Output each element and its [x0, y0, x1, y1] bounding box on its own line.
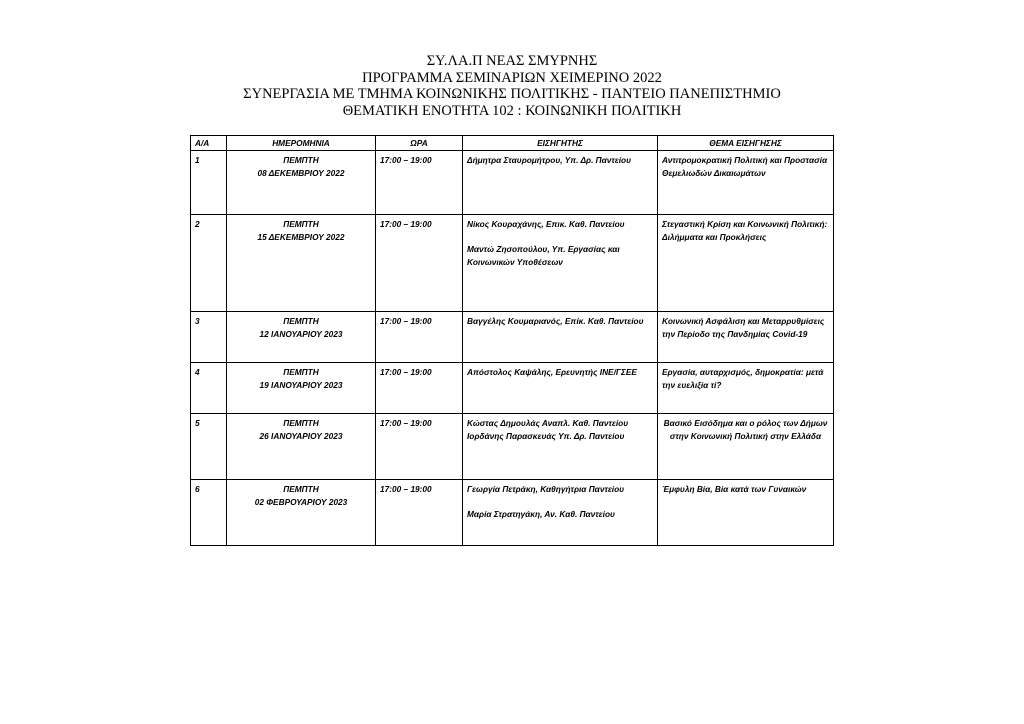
cell-time: 17:00 – 19:00: [376, 215, 463, 312]
cell-time: 17:00 – 19:00: [376, 312, 463, 363]
speaker-primary: Δήμητρα Σταυρομήτρου, Υπ. Δρ. Παντείου: [467, 155, 632, 165]
cell-date: [227, 312, 376, 363]
document-header: [190, 53, 834, 119]
cell-day: ΠΕΜΠΤΗ: [283, 367, 319, 377]
cell-time: 17:00 – 19:00: [376, 363, 463, 414]
header-program-title: ΠΡΟΓΡΑΜΜΑ ΣΕΜΙΝΑΡΙΩΝ ΧΕΙΜΕΡΙΝΟ 2022: [362, 69, 662, 86]
cell-date: [227, 363, 376, 414]
cell-speaker: [463, 414, 658, 480]
cell-topic: Εργασία, αυταρχισμός, δημοκρατία: μετά την ευελιξία τί?: [658, 363, 834, 414]
header-organization: ΣΥ.ΛΑ.Π ΝΕΑΣ ΣΜΥΡΝΗΣ: [426, 53, 598, 69]
speaker-secondary: Μαντώ Ζησοπούλου, Υπ. Εργασίας και Κοινωνικών Υποθέσεων: [467, 244, 620, 267]
cell-time: 17:00 – 19:00: [376, 151, 463, 215]
table-row: [191, 312, 834, 363]
cell-date-text: 19 ΙΑΝΟΥΑΡΙΟΥ 2023: [259, 379, 343, 390]
cell-aa: 4: [191, 363, 227, 414]
cell-date-text: 15 ΔΕΚΕΜΒΡΙΟΥ 2022: [257, 231, 345, 242]
cell-topic: Κοινωνική Ασφάλιση και Μεταρρυθμίσεις την Περίοδο της Πανδημίας Covid-19: [658, 312, 834, 363]
cell-speaker: [463, 151, 658, 215]
cell-day: ΠΕΜΠΤΗ: [283, 316, 319, 326]
cell-speaker: [463, 480, 658, 546]
speaker-primary: Νίκος Κουραχάνης, Επικ. Καθ. Παντείου: [467, 219, 625, 229]
cell-aa: 6: [191, 480, 227, 546]
speaker-primary: Γεωργία Πετράκη, Καθηγήτρια Παντείου: [467, 484, 625, 494]
table-row: [191, 480, 834, 546]
cell-topic: Στεγαστική Κρίση και Κοινωνική Πολιτική: Διλήμματα και Προκλήσεις: [658, 215, 834, 312]
seminar-schedule-table: [190, 135, 834, 546]
cell-date-text: 12 ΙΑΝΟΥΑΡΙΟΥ 2023: [259, 328, 343, 339]
cell-topic: Βασικό Εισόδημα και ο ρόλος των Δήμων στην Κοινωνική Πολιτική στην Ελλάδα: [658, 414, 834, 480]
table-row: [191, 215, 834, 312]
cell-time: 17:00 – 19:00: [376, 414, 463, 480]
cell-time: 17:00 – 19:00: [376, 480, 463, 546]
cell-aa: 5: [191, 414, 227, 480]
cell-topic: Αντιτρομοκρατική Πολιτική και Προστασία Θεμελιωδών Δικαιωμάτων: [658, 151, 834, 215]
table-header-row: [191, 136, 834, 151]
speaker-primary: Απόστολος Καψάλης, Ερευνητής ΙΝΕ/ΓΣΕΕ: [467, 367, 637, 377]
speaker-secondary: Ιορδάνης Παρασκευάς Υπ. Δρ. Παντείου: [467, 430, 625, 441]
table-row: [191, 151, 834, 215]
cell-aa: 1: [191, 151, 227, 215]
header-thematic-unit: ΘΕΜΑΤΙΚΗ ΕΝΟΤΗΤΑ 102 : ΚΟΙΝΩΝΙΚΗ ΠΟΛΙΤΙΚΗ: [342, 102, 682, 119]
cell-day: ΠΕΜΠΤΗ: [283, 418, 319, 428]
cell-speaker: [463, 215, 658, 312]
column-header-time: ΩΡΑ: [376, 136, 463, 151]
cell-date-text: 02 ΦΕΒΡΟΥΑΡΙΟΥ 2023: [254, 496, 348, 507]
table-row: [191, 363, 834, 414]
header-collaboration: ΣΥΝΕΡΓΑΣΙΑ ΜΕ ΤΜΗΜΑ ΚΟΙΝΩΝΙΚΗΣ ΠΟΛΙΤΙΚΗΣ - ΠΑΝΤΕΙΟ ΠΑΝΕΠΙΣΤΗΜΙΟ: [243, 86, 781, 102]
column-header-date: ΗΜΕΡΟΜΗΝΙΑ: [227, 136, 376, 151]
cell-date: [227, 215, 376, 312]
cell-speaker: [463, 312, 658, 363]
column-header-aa: Α/Α: [191, 136, 227, 151]
cell-topic: Έμφυλη Βία, Βία κατά των Γυναικών: [658, 480, 834, 546]
cell-day: ΠΕΜΠΤΗ: [283, 155, 319, 165]
cell-date: [227, 151, 376, 215]
cell-date: [227, 414, 376, 480]
cell-date: [227, 480, 376, 546]
speaker-primary: Βαγγέλης Κουμαριανός, Επίκ. Καθ. Παντείου: [467, 316, 644, 326]
column-header-speaker: ΕΙΣΗΓΗΤΗΣ: [463, 136, 658, 151]
cell-speaker: [463, 363, 658, 414]
speaker-primary: Κώστας Δημουλάς Αναπλ. Καθ. Παντείου: [467, 418, 629, 428]
column-header-topic: ΘΕΜΑ ΕΙΣΗΓΗΣΗΣ: [658, 136, 834, 151]
cell-date-text: 26 ΙΑΝΟΥΑΡΙΟΥ 2023: [259, 430, 343, 441]
cell-aa: 2: [191, 215, 227, 312]
table-row: [191, 414, 834, 480]
cell-day: ΠΕΜΠΤΗ: [283, 484, 319, 494]
cell-date-text: 08 ΔΕΚΕΜΒΡΙΟΥ 2022: [257, 167, 345, 178]
cell-aa: 3: [191, 312, 227, 363]
speaker-secondary: Μαρία Στρατηγάκη, Αν. Καθ. Παντείου: [467, 509, 615, 519]
cell-day: ΠΕΜΠΤΗ: [283, 219, 319, 229]
